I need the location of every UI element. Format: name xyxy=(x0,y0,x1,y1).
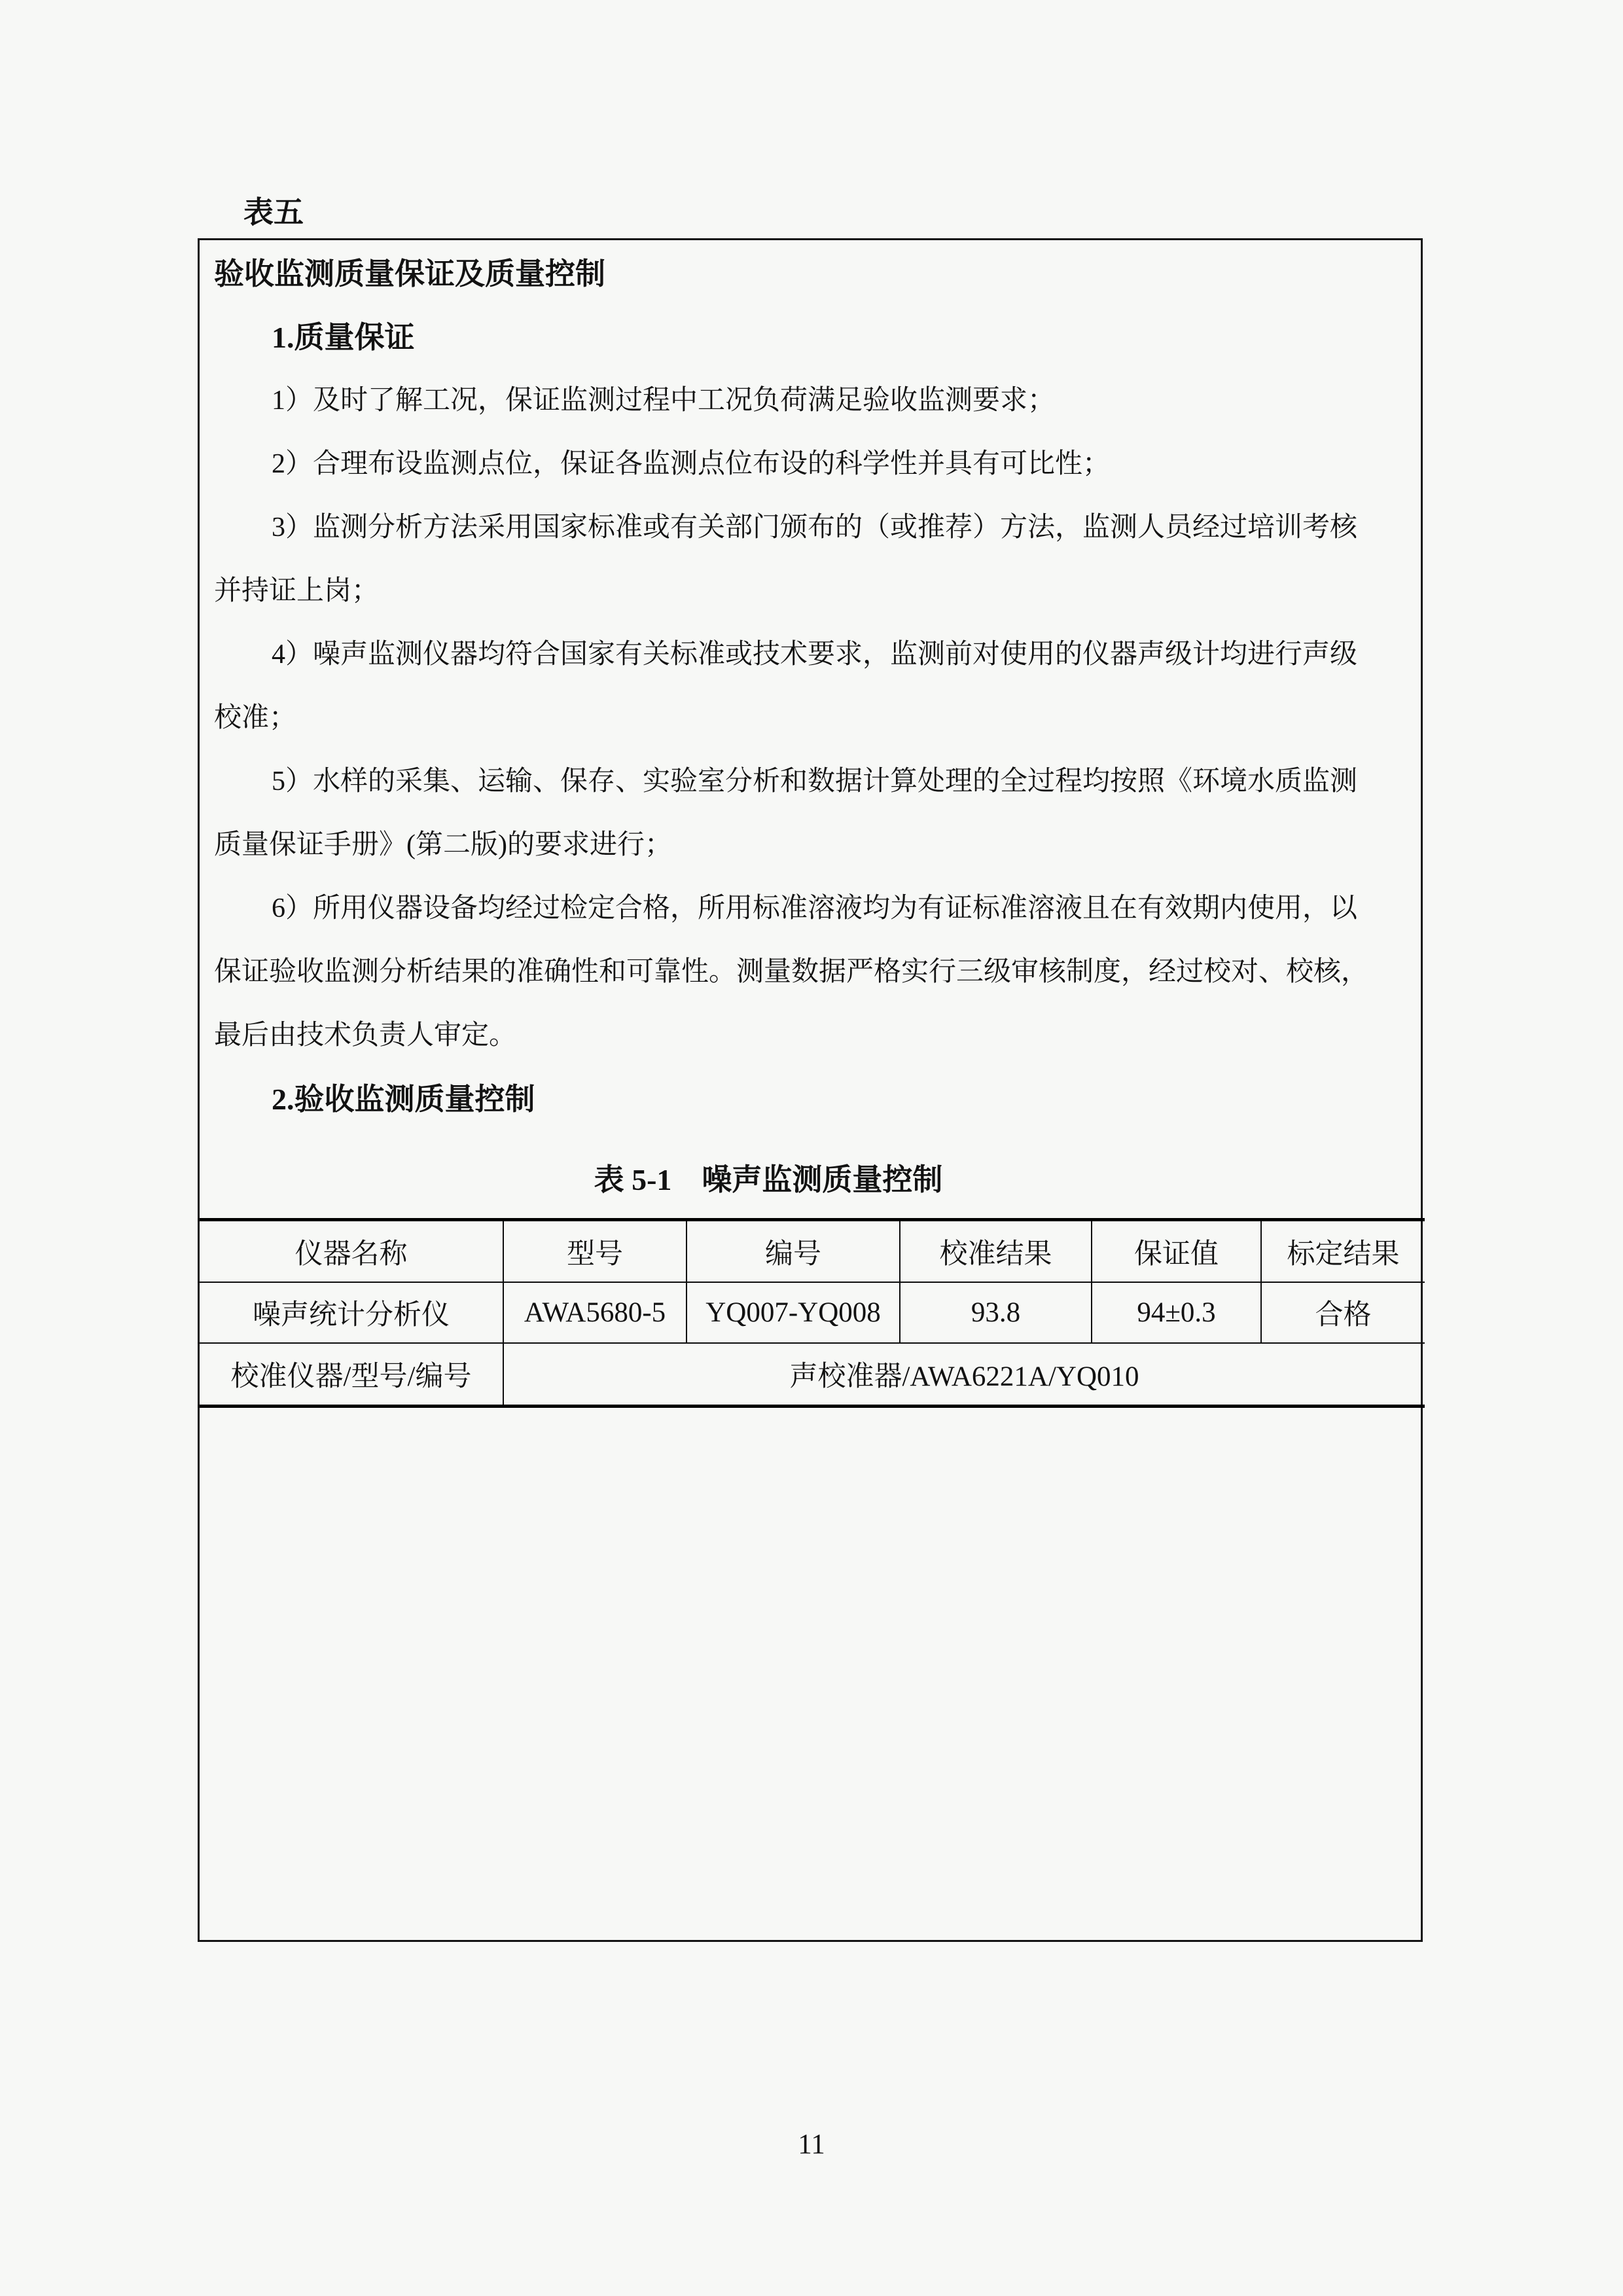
col-header-model: 型号 xyxy=(503,1220,687,1283)
noise-qc-table xyxy=(200,1218,1425,1408)
col-header-calibration-result: 校准结果 xyxy=(900,1220,1092,1283)
qa-text-block xyxy=(200,240,1421,1131)
cell-calibrator-value: 声校准器/AWA6221A/YQ010 xyxy=(503,1343,1425,1407)
page-number: 11 xyxy=(798,2129,825,2160)
qa-item-6-line-2: 保证验收监测分析结果的准确性和可靠性。测量数据严格实行三级审核制度，经过校对、校核， xyxy=(214,957,1369,987)
table-data-row xyxy=(200,1282,1425,1343)
col-header-instrument: 仪器名称 xyxy=(200,1220,503,1283)
heading-quality-assurance: 1.质量保证 xyxy=(272,321,415,354)
col-header-rating-result: 标定结果 xyxy=(1261,1220,1425,1283)
cell-calibrator-label: 校准仪器/型号/编号 xyxy=(200,1343,503,1407)
cell-calibration-result: 93.8 xyxy=(900,1282,1092,1343)
qa-item-6-line-1: 6）所用仪器设备均经过检定合格，所用标准溶液均为有证标准溶液且在有效期内使用，以 xyxy=(272,893,1358,924)
col-header-serial: 编号 xyxy=(687,1220,900,1283)
form-sheet-label: 表五 xyxy=(243,196,304,229)
qa-item-3-line-1: 3）监测分析方法采用国家标准或有关部门颁布的（或推荐）方法，监测人员经过培训考核 xyxy=(272,512,1358,543)
table-header-row xyxy=(200,1220,1425,1283)
box-title: 验收监测质量保证及质量控制 xyxy=(214,257,605,291)
qa-item-5-line-1: 5）水样的采集、运输、保存、实验室分析和数据计算处理的全过程均按照《环境水质监测 xyxy=(272,766,1358,797)
qa-item-4-line-2: 校准； xyxy=(214,703,297,733)
cell-rating-result: 合格 xyxy=(1261,1282,1425,1343)
cell-guaranteed-value: 94±0.3 xyxy=(1092,1282,1261,1343)
table-calibrator-row xyxy=(200,1343,1425,1407)
qa-item-3-line-2: 并持证上岗； xyxy=(214,576,380,606)
content-box xyxy=(198,238,1423,1942)
cell-model: AWA5680-5 xyxy=(503,1282,687,1343)
qa-item-5-line-2: 质量保证手册》(第二版)的要求进行； xyxy=(214,830,672,860)
qa-item-2: 2）合理布设监测点位，保证各监测点位布设的科学性并具有可比性； xyxy=(272,449,1111,479)
heading-quality-control: 2.验收监测质量控制 xyxy=(272,1083,535,1116)
table-caption: 表 5-1 噪声监测质量控制 xyxy=(594,1163,943,1196)
cell-instrument-name: 噪声统计分析仪 xyxy=(200,1282,503,1343)
qa-item-1: 1）及时了解工况，保证监测过程中工况负荷满足验收监测要求； xyxy=(272,386,1056,416)
qa-item-4-line-1: 4）噪声监测仪器均符合国家有关标准或技术要求，监测前对使用的仪器声级计均进行声级 xyxy=(272,639,1358,670)
qa-item-6-line-3: 最后由技术负责人审定。 xyxy=(214,1020,517,1050)
cell-serial: YQ007-YQ008 xyxy=(687,1282,900,1343)
col-header-guaranteed-value: 保证值 xyxy=(1092,1220,1261,1283)
